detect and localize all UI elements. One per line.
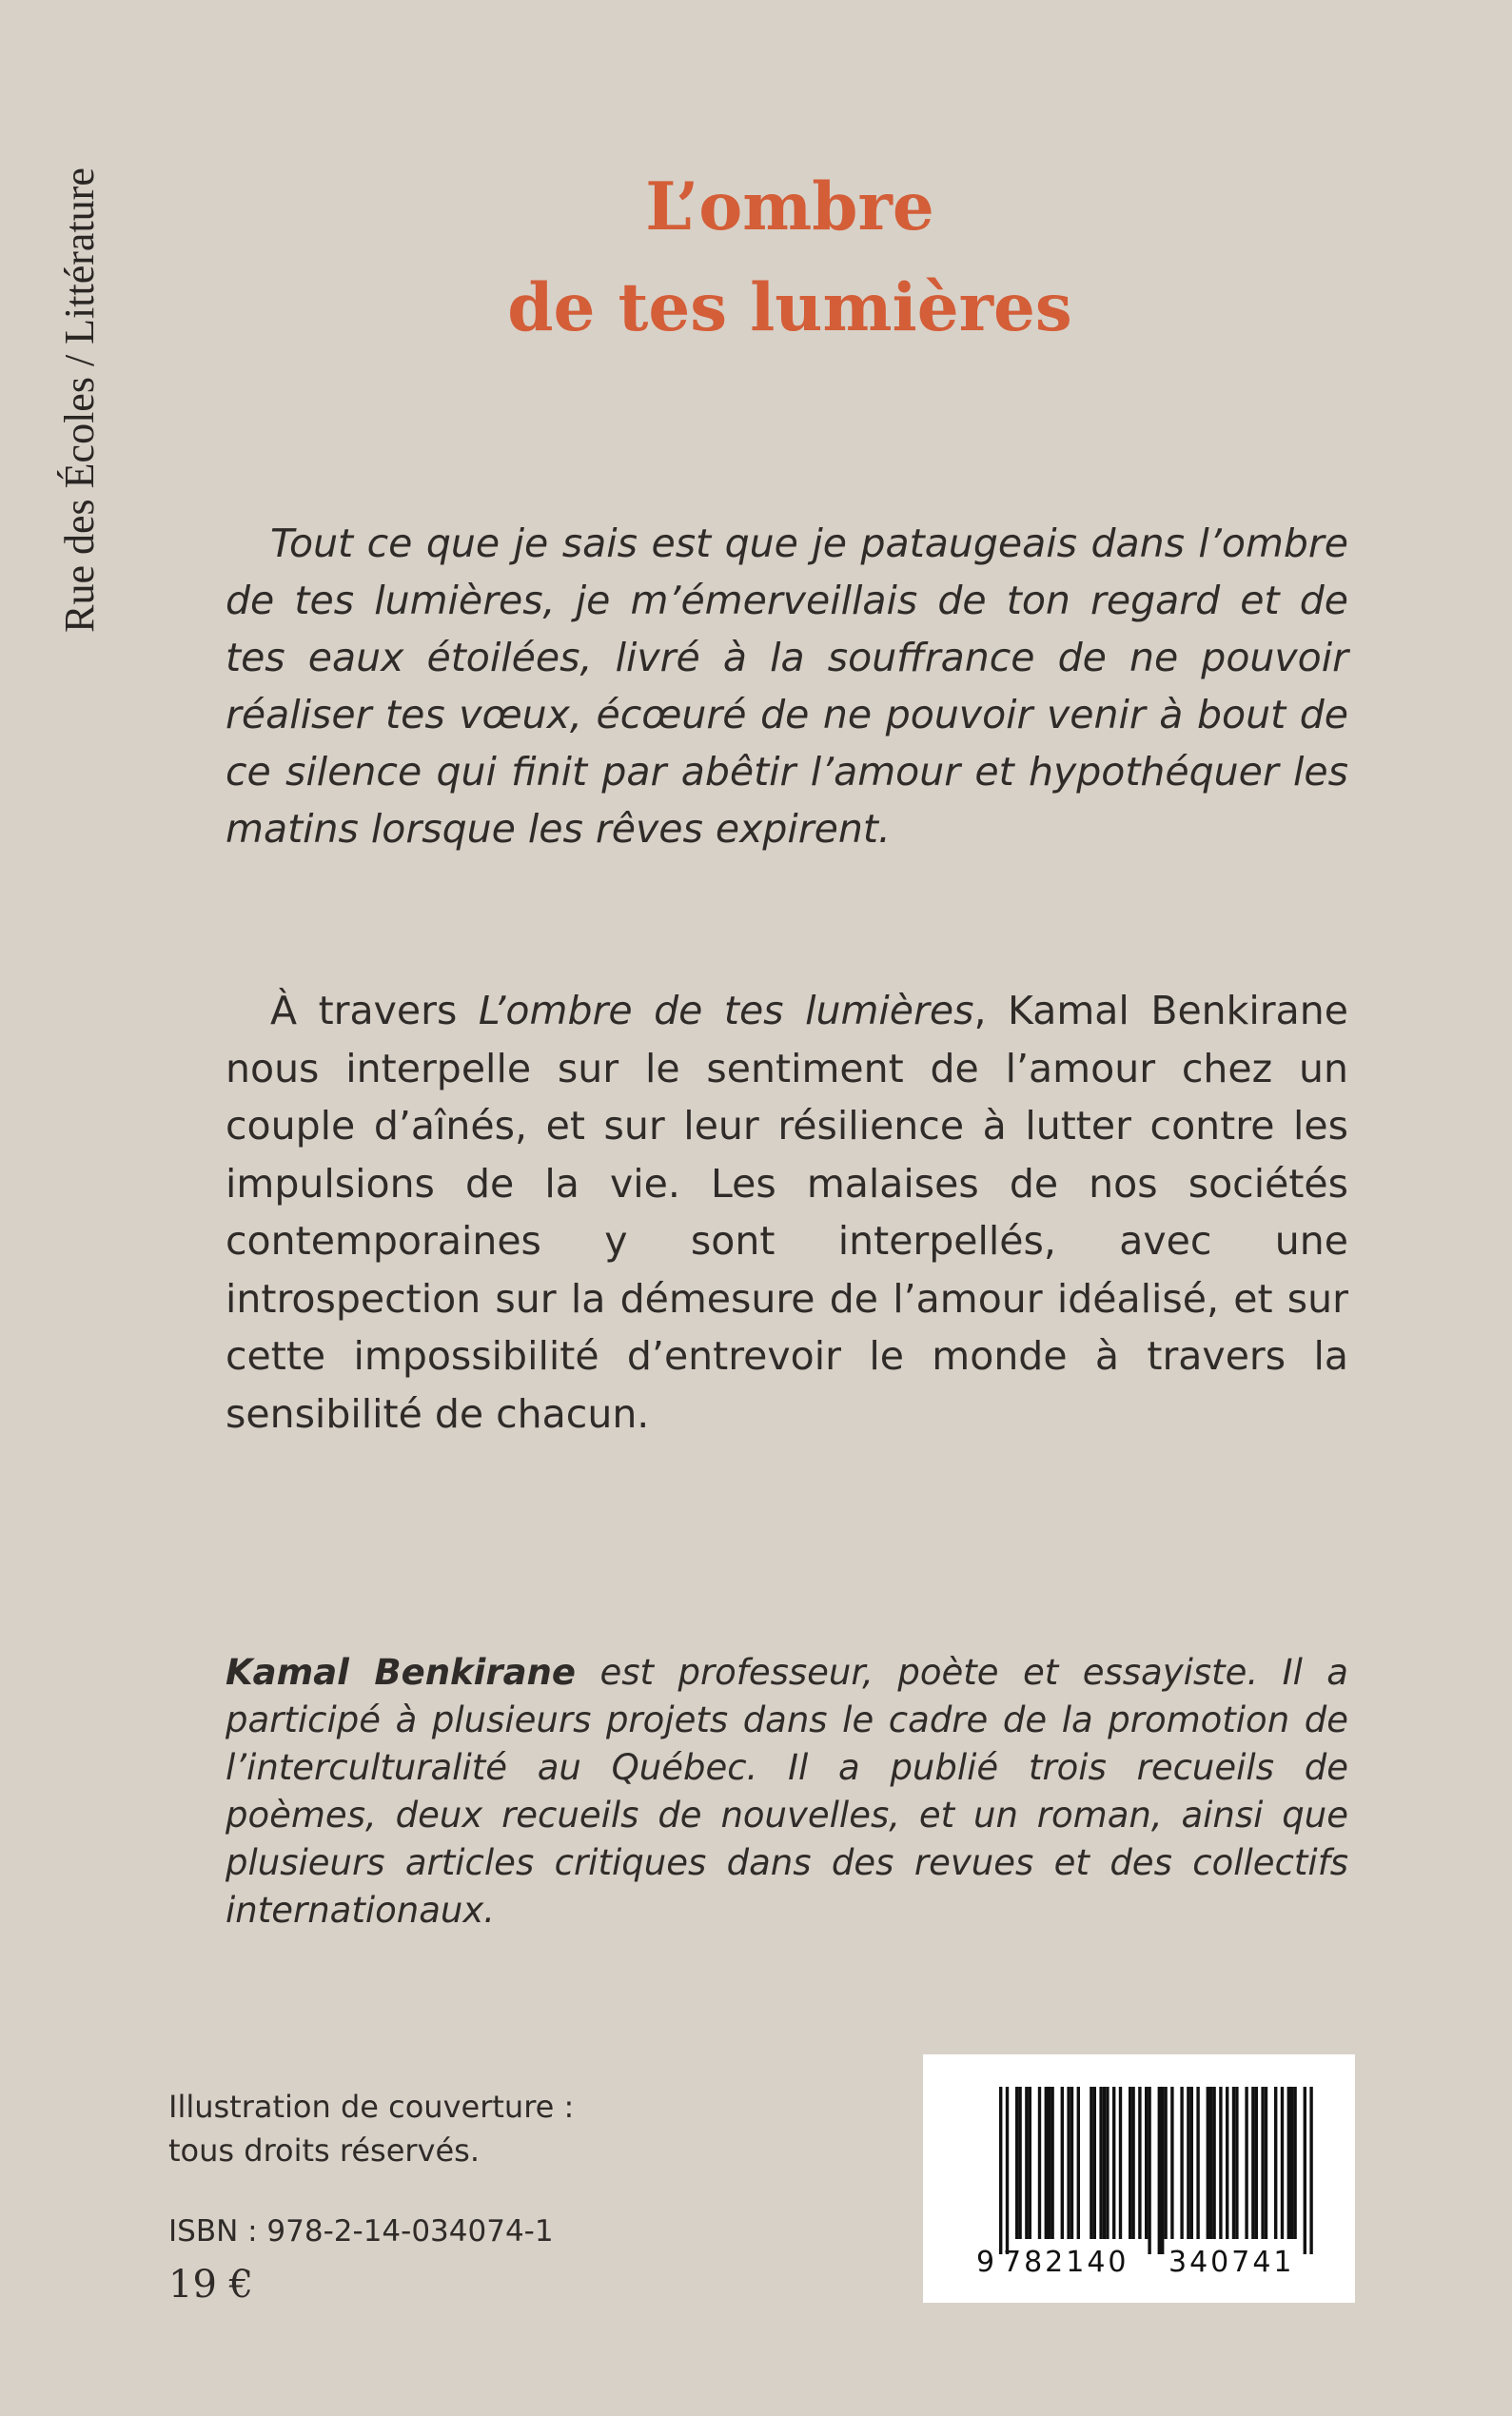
barcode-bar	[999, 2087, 1002, 2254]
cover-credits	[168, 2085, 574, 2172]
collection-spine-label	[49, 105, 108, 695]
book-presentation	[226, 982, 1348, 1443]
barcode-bar	[1232, 2087, 1235, 2239]
barcode-bar	[1187, 2087, 1189, 2239]
barcode-bar	[1158, 2087, 1161, 2254]
barcode-bar	[1290, 2087, 1293, 2239]
barcode-bar	[1212, 2087, 1215, 2239]
barcode-lead-digit: 9	[976, 2246, 995, 2279]
barcode-graphic	[923, 2054, 1355, 2303]
barcode-bar	[1207, 2087, 1209, 2239]
barcode-bar	[1131, 2087, 1134, 2239]
presentation-intro: À travers	[270, 988, 479, 1033]
price: 19 €	[168, 2263, 254, 2307]
barcode-bar	[1051, 2087, 1053, 2239]
barcode-bar	[1148, 2087, 1150, 2254]
barcode-bar	[1274, 2087, 1277, 2239]
presentation-text: , Kamal Benkirane nous interpelle sur le sentiment de l’amour chez un couple d’aînés, et sur leur résilience à lutter contre les impulsions de la vie. Les malaises de nos sociétés contemporaines y sont interpellés, avec une introspection sur la démesure de l’amour idéalisé, et sur cette impossibilité d’entrevoir le monde à travers la sensibilité de chacun.	[226, 988, 1348, 1437]
barcode-bar	[1138, 2087, 1141, 2239]
barcode-bar	[1112, 2087, 1115, 2239]
barcode-bar	[1067, 2087, 1070, 2239]
barcode-bar	[1015, 2087, 1018, 2239]
barcode-bar	[1287, 2087, 1290, 2239]
barcode-bar	[1265, 2087, 1267, 2239]
barcode	[923, 2054, 1355, 2303]
barcode-bar	[1219, 2087, 1222, 2239]
barcode-bar	[1196, 2087, 1199, 2239]
barcode-bar	[1209, 2087, 1212, 2239]
barcode-bar	[1119, 2087, 1122, 2239]
barcode-bar	[1161, 2087, 1164, 2254]
barcode-bar	[1018, 2087, 1021, 2239]
barcode-bar	[1025, 2087, 1028, 2239]
barcode-bar	[1029, 2087, 1031, 2239]
barcode-bar	[1304, 2087, 1306, 2254]
barcode-bar	[1070, 2087, 1073, 2239]
excerpt-quote: Tout ce que je sais est que je pataugeais dans l’ombre de tes lumières, je m’émerveillais de ton regard et de tes eaux étoilées, livré à la souffrance de ne pouvoir réaliser tes vœux, écœuré de ne pouvoir venir à bout de ce silence qui finit par abêtir l’amour et hypothéquer les matins lorsque les rêves expirent.	[226, 521, 1348, 852]
barcode-bar	[1038, 2087, 1041, 2239]
barcode-bar	[1170, 2087, 1173, 2239]
barcode-bar	[1309, 2087, 1312, 2254]
barcode-bar	[1190, 2087, 1193, 2239]
barcode-bar	[1106, 2087, 1109, 2239]
barcode-bar	[1164, 2087, 1167, 2239]
barcode-bar	[1255, 2087, 1258, 2239]
collection-name: Rue des Écoles / Littérature	[55, 167, 103, 633]
barcode-bar	[1129, 2087, 1131, 2239]
barcode-bar	[1235, 2087, 1238, 2239]
book-title-line-1: L’ombre	[645, 168, 934, 246]
barcode-bar	[1061, 2087, 1064, 2239]
barcode-bar	[1245, 2087, 1247, 2239]
barcode-bar	[1103, 2087, 1106, 2239]
barcode-bar	[1077, 2087, 1080, 2239]
barcode-bar	[1281, 2087, 1284, 2239]
barcode-bar	[1099, 2087, 1102, 2239]
book-title-line-2: de tes lumières	[507, 269, 1072, 346]
barcode-group-2: 340741	[1168, 2246, 1295, 2279]
barcode-bar	[1251, 2087, 1254, 2239]
barcode-bar	[1090, 2087, 1092, 2239]
author-name: Kamal Benkirane	[226, 1652, 576, 1693]
author-bio	[226, 1649, 1348, 1935]
isbn: ISBN : 978-2-14-034074-1	[168, 2214, 554, 2249]
barcode-bar	[1226, 2087, 1228, 2239]
credits-line-2: tous droits réservés.	[168, 2132, 480, 2169]
book-title	[362, 157, 1218, 359]
barcode-bar	[1093, 2087, 1096, 2239]
barcode-bar	[1293, 2087, 1296, 2239]
barcode-bar	[1048, 2087, 1051, 2239]
presentation-book-title: L’ombre de tes lumières	[478, 988, 974, 1033]
barcode-bar	[1006, 2087, 1009, 2254]
barcode-bar	[1180, 2087, 1183, 2239]
author-bio-text: est professeur, poète et essayiste. Il a participé à plusieurs projets dans le cadre de la promotion de l’interculturalité au Québec. Il a publié trois recueils de poèmes, deux recueils de nouvelles, et un roman, ainsi que plusieurs articles critiques dans des revues et des collectifs internationaux.	[226, 1652, 1348, 1931]
barcode-group-1: 782140	[1003, 2246, 1129, 2279]
barcode-bar	[1045, 2087, 1048, 2239]
barcode-bar	[1145, 2087, 1148, 2239]
credits-line-1: Illustration de couverture :	[168, 2089, 575, 2125]
barcode-bar	[1261, 2087, 1264, 2239]
